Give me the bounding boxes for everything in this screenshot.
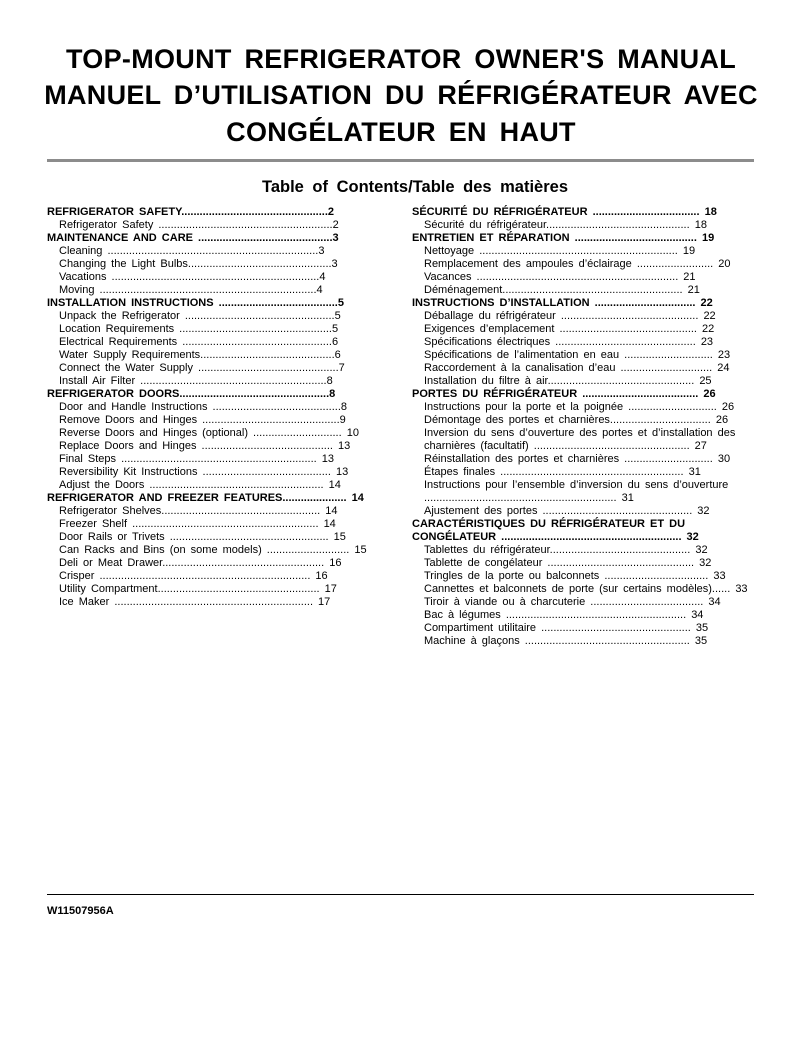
toc-item-entry[interactable]: Install Air Filter .............................................................8 xyxy=(59,375,333,387)
toc-item-entry[interactable]: Reversibility Kit Instructions .......................................... 13 xyxy=(59,466,349,478)
toc-section-entry[interactable]: INSTRUCTIONS D’INSTALLATION ................................. 22 xyxy=(412,297,713,309)
toc-item-entry[interactable]: Door Rails or Trivets .................................................... 15 xyxy=(59,531,346,543)
document-number: W11507956A xyxy=(47,905,114,917)
toc-section-entry[interactable]: PORTES DU RÉFRIGÉRATEUR ...................................... 26 xyxy=(412,388,716,400)
toc-section-entry[interactable]: SÉCURITÉ DU RÉFRIGÉRATEUR ................................... 18 xyxy=(412,206,717,218)
toc-item-entry[interactable]: Tiroir à viande ou à charcuterie ..................................... 34 xyxy=(424,596,721,608)
toc-item-entry[interactable]: Bac à légumes ........................................................... 34 xyxy=(424,609,704,621)
title-divider xyxy=(47,159,754,162)
toc-item-entry[interactable]: Cannettes et balconnets de porte (sur certains modèles)...... 33 xyxy=(424,583,748,595)
toc-item-entry[interactable]: Instructions pour l’ensemble d’inversion du sens d’ouverture ............................................................... 31 xyxy=(424,479,729,504)
toc-item-entry[interactable]: Ice Maker ................................................................. 17 xyxy=(59,596,331,608)
toc-section-entry[interactable]: ENTRETIEN ET RÉPARATION ........................................ 19 xyxy=(412,232,715,244)
toc-item-entry[interactable]: Tablette de congélateur ................................................ 32 xyxy=(424,557,712,569)
title-english: TOP-MOUNT REFRIGERATOR OWNER'S MANUAL xyxy=(66,44,736,74)
toc-section-entry[interactable]: INSTALLATION INSTRUCTIONS .......................................5 xyxy=(47,297,344,309)
toc-column-english xyxy=(47,206,397,609)
toc-item-entry[interactable]: Réinstallation des portes et charnières ............................. 30 xyxy=(424,453,731,465)
toc-item-entry[interactable]: Refrigerator Safety .........................................................2 xyxy=(59,219,339,231)
toc-item-entry[interactable]: Cleaning .....................................................................3 xyxy=(59,245,325,257)
toc-item-entry[interactable]: Moving .......................................................................4 xyxy=(59,284,323,296)
toc-item-entry[interactable]: Location Requirements ..................................................5 xyxy=(59,323,339,335)
toc-item-entry[interactable]: Spécifications électriques .............................................. 23 xyxy=(424,336,714,348)
toc-item-entry[interactable]: Remove Doors and Hinges .............................................9 xyxy=(59,414,346,426)
toc-item-entry[interactable]: Démontage des portes et charnières................................. 26 xyxy=(424,414,729,426)
toc-section-entry[interactable]: REFRIGERATOR AND FREEZER FEATURES..................... 14 xyxy=(47,492,364,504)
toc-item-entry[interactable]: Inversion du sens d’ouverture des portes et d’installation des charnières (facultatif) ................................................... 27 xyxy=(424,427,736,452)
toc-item-entry[interactable]: Vacations ....................................................................4 xyxy=(59,271,326,283)
toc-item-entry[interactable]: Vacances .................................................................. 21 xyxy=(424,271,696,283)
toc-item-entry[interactable]: Can Racks and Bins (on some models) ........................... 15 xyxy=(59,544,367,556)
toc-item-entry[interactable]: Final Steps ................................................................ 13 xyxy=(59,453,334,465)
toc-item-entry[interactable]: Remplacement des ampoules d’éclairage ......................... 20 xyxy=(424,258,731,270)
toc-item-entry[interactable]: Déménagement........................................................... 21 xyxy=(424,284,700,296)
toc-item-entry[interactable]: Utility Compartment..................................................... 17 xyxy=(59,583,337,595)
toc-item-entry[interactable]: Freezer Shelf ............................................................. 14 xyxy=(59,518,336,530)
toc-item-entry[interactable]: Unpack the Refrigerator .................................................5 xyxy=(59,310,341,322)
toc-item-entry[interactable]: Compartiment utilitaire ................................................. 35 xyxy=(424,622,709,634)
toc-item-entry[interactable]: Ajustement des portes ................................................. 32 xyxy=(424,505,710,517)
toc-item-entry[interactable]: Deli or Meat Drawer..................................................... 16 xyxy=(59,557,342,569)
toc-item-entry[interactable]: Crisper ..................................................................... 16 xyxy=(59,570,328,582)
toc-item-entry[interactable]: Étapes finales ............................................................ 31 xyxy=(424,466,701,478)
toc-item-entry[interactable]: Machine à glaçons ...................................................... 35 xyxy=(424,635,708,647)
toc-section-entry[interactable]: REFRIGERATOR DOORS.................................................8 xyxy=(47,388,336,400)
toc-item-entry[interactable]: Instructions pour la porte et la poignée ............................. 26 xyxy=(424,401,735,413)
toc-item-entry[interactable]: Water Supply Requirements............................................6 xyxy=(59,349,341,361)
toc-item-entry[interactable]: Electrical Requirements .................................................6 xyxy=(59,336,339,348)
toc-item-entry[interactable]: Tringles de la porte ou balconnets .................................. 33 xyxy=(424,570,726,582)
footer-divider xyxy=(47,894,754,895)
toc-item-entry[interactable]: Spécifications de l’alimentation en eau ............................. 23 xyxy=(424,349,731,361)
toc-item-entry[interactable]: Refrigerator Shelves.................................................... 14 xyxy=(59,505,338,517)
toc-item-entry[interactable]: Replace Doors and Hinges ........................................... 13 xyxy=(59,440,351,452)
toc-item-entry[interactable]: Nettoyage ................................................................. 19 xyxy=(424,245,696,257)
toc-item-entry[interactable]: Exigences d’emplacement ............................................. 22 xyxy=(424,323,715,335)
toc-item-entry[interactable]: Door and Handle Instructions ..........................................8 xyxy=(59,401,348,413)
toc-item-entry[interactable]: Adjust the Doors ......................................................... 14 xyxy=(59,479,341,491)
toc-section-entry[interactable]: CARACTÉRISTIQUES DU RÉFRIGÉRATEUR ET DU CONGÉLATEUR ........................................................... 32 xyxy=(412,518,699,543)
toc-item-entry[interactable]: Raccordement à la canalisation d’eau .............................. 24 xyxy=(424,362,730,374)
toc-item-entry[interactable]: Reverse Doors and Hinges (optional) ............................. 10 xyxy=(59,427,359,439)
title-french-line2: CONGÉLATEUR EN HAUT xyxy=(226,117,576,147)
toc-heading: Table of Contents/Table des matières xyxy=(261,178,569,196)
toc-item-entry[interactable]: Déballage du réfrigérateur ............................................. 22 xyxy=(424,310,716,322)
toc-item-entry[interactable]: Sécurité du réfrigérateur............................................... 18 xyxy=(424,219,707,231)
toc-section-entry[interactable]: MAINTENANCE AND CARE ............................................3 xyxy=(47,232,339,244)
toc-item-entry[interactable]: Connect the Water Supply ..............................................7 xyxy=(59,362,345,374)
toc-section-entry[interactable]: REFRIGERATOR SAFETY................................................2 xyxy=(47,206,335,218)
toc-item-entry[interactable]: Installation du filtre à air................................................ 25 xyxy=(424,375,712,387)
title-french-line1: MANUEL D’UTILISATION DU RÉFRIGÉRATEUR AVEC xyxy=(44,80,758,110)
toc-item-entry[interactable]: Changing the Light Bulbs...............................................3 xyxy=(59,258,338,270)
toc-item-entry[interactable]: Tablettes du réfrigérateur.............................................. 32 xyxy=(424,544,708,556)
toc-column-french xyxy=(412,206,772,648)
